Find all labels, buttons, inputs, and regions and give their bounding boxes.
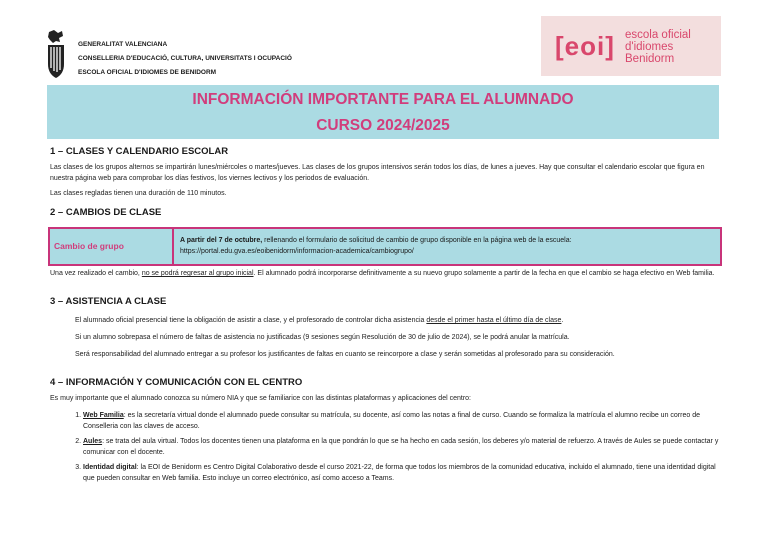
section-3-paragraph-3: Será responsabilidad del alumnado entregar a su profesor los justificantes de faltas en cuanto se reincorpore a clase y serán sometidas al profesorado para su consideración. [75,351,615,358]
group-change-url: https://portal.edu.gva.es/eoibenidorm/informacion-academica/cambiogrupo/ [180,248,414,255]
note-part-a: Una vez realizado el cambio, [50,270,142,277]
org-line-2: CONSELLERIA D'EDUCACIÓ, CULTURA, UNIVERSITATS I OCUPACIÓ [78,55,292,62]
attendance-underlined: desde el primer hasta el último día de clase [426,317,562,324]
section-2-heading: 2 – CAMBIOS DE CLASE [50,207,162,218]
section-3-paragraph-1 [75,315,718,326]
section-3-heading: 3 – ASISTENCIA A CLASE [50,296,167,307]
document-header [45,28,725,83]
org-line-3: ESCOLA OFICIAL D'IDIOMES DE BENIDORM [78,69,217,76]
section-4-intro: Es muy importante que el alumnado conozca su número NIA y que se familiarice con las distintas plataformas y aplicaciones del centro: [50,395,471,402]
org-line-1: GENERALITAT VALENCIANA [78,41,168,48]
platform-description: : se trata del aula virtual. Todos los docentes tienen una plataforma en la que pondrán lo que se ha hecho en cada sesión, los deberes y/o material de refuerzo. A través de Aules se puede contactar y comunicar con el docente. [83,438,719,456]
platform-description: : la EOI de Benidorm es Centro Digital Colaborativo desde el curso 2021-22, de forma que todos los miembros de la comunidad educativa, incluido el alumnado, tiene una identidad digital que pueden consultar en Web familia. Esto incluye un correo electrónico, así como acceso a Teams. [83,464,716,482]
section-3-paragraph-2: Si un alumno sobrepasa el número de faltas de asistencia no justificadas (9 sesiones según Resolución de 30 de julio de 2024), se le podrá anular la matrícula. [75,334,570,341]
page-subtitle: CURSO 2024/2025 [316,117,450,134]
page-title: INFORMACIÓN IMPORTANTE PARA EL ALUMNADO [192,91,574,108]
institution-block [78,38,292,80]
list-item [83,410,723,432]
section-1-paragraph-2: Las clases regladas tienen una duración de 110 minutos. [50,190,227,197]
logo-line-3: Benidorm [625,53,675,65]
section-4-heading: 4 – INFORMACIÓN Y COMUNICACIÓN CON EL CENTRO [50,377,303,388]
group-change-text [180,235,715,257]
group-change-box [48,227,722,266]
platform-list [55,410,723,488]
platform-term: Web Familia [83,412,124,419]
note-underlined: no se podrá regresar al grupo inicial [141,270,254,277]
platform-term: Identidad digital [83,464,137,471]
platform-term: Aules [83,438,103,445]
title-band [47,85,719,139]
list-item [83,436,723,458]
logo-mark: [eoi] [555,31,615,61]
logo-line-1: escola oficial [625,29,691,41]
group-change-instructions: rellenando el formulario de solicitud de cambio de grupo disponible en la página web de la escuela: [262,237,572,244]
group-change-label: Cambio de grupo [50,229,174,264]
attendance-part-a: El alumnado oficial presencial tiene la obligación de asistir a clase, y el profesorado de controlar dicha asistencia [75,317,427,324]
group-change-date: A partir del 7 de octubre, [180,237,263,244]
note-part-b: . El alumnado podrá incorporarse definitivamente a su nuevo grupo solamente a partir de la fecha en que el cambio se haga efectivo en Web familia. [253,270,715,277]
logo-line-2: d'idiomes [625,41,674,53]
section-1-paragraph-1: Las clases de los grupos alternos se impartirán lunes/miércoles o martes/jueves. Las clases de los grupos intensivos serán todos los días, de lunes a jueves. Hay que consultar el calendario escolar que figura en nuestra página web para comprobar los días festivos, los viernes lectivos y los periodos de evaluación. [50,164,705,182]
attendance-part-b: . [561,317,564,324]
eoi-benidorm-logo [541,16,721,76]
section-1-heading: 1 – CLASES Y CALENDARIO ESCOLAR [50,146,229,157]
platform-description: : es la secretaría virtual donde el alumnado puede consultar su matrícula, su docente, así como las notas a final de curso. Cuando se formaliza la matrícula el alumno recibe un correo de Conselleria con las claves de acceso. [83,412,700,430]
list-item [83,462,723,484]
section-2-note [50,268,718,279]
logo-text [625,29,691,65]
generalitat-crest-icon [45,30,67,80]
